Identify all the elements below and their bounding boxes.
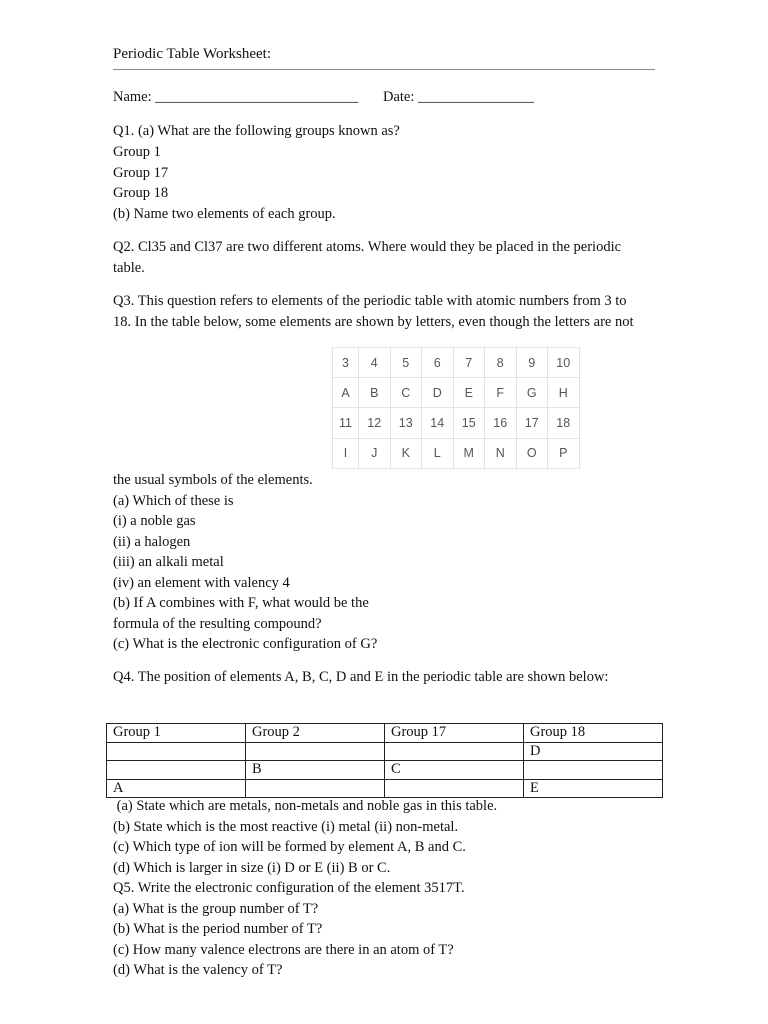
q5-line: (d) What is the valency of T? xyxy=(113,962,283,978)
table-cell: N xyxy=(485,438,517,468)
table-cell: D xyxy=(422,378,454,408)
table-cell: 11 xyxy=(333,408,359,438)
table-header-row xyxy=(107,724,663,743)
table-cell: O xyxy=(516,438,548,468)
table-cell: A xyxy=(107,779,246,798)
table-cell: I xyxy=(333,438,359,468)
table-cell: K xyxy=(390,438,422,468)
table-cell: G xyxy=(516,378,548,408)
table-row xyxy=(107,761,663,780)
date-field-label: Date: ________________ xyxy=(383,89,535,105)
table-cell xyxy=(524,761,663,780)
table-cell: E xyxy=(524,779,663,798)
table-cell: P xyxy=(548,438,580,468)
q3-line: the usual symbols of the elements. xyxy=(113,472,313,488)
table-cell: J xyxy=(359,438,391,468)
table-cell: 12 xyxy=(359,408,391,438)
table-cell: B xyxy=(359,378,391,408)
table-cell xyxy=(385,742,524,761)
table-row xyxy=(333,348,580,378)
table-header-cell: Group 2 xyxy=(246,724,385,743)
q4-line: (c) Which type of ion will be formed by element A, B and C. xyxy=(113,839,466,855)
q3-line: (c) What is the electronic configuration of G? xyxy=(113,636,378,652)
table-row xyxy=(333,378,580,408)
table-row xyxy=(107,742,663,761)
table-cell: 15 xyxy=(453,408,485,438)
q4-line: Q4. The position of elements A, B, C, D and E in the periodic table are shown below: xyxy=(113,669,609,685)
table-cell: C xyxy=(385,761,524,780)
table-row xyxy=(333,438,580,468)
q4-line: (d) Which is larger in size (i) D or E (ii) B or C. xyxy=(113,860,391,876)
table-header-cell: Group 18 xyxy=(524,724,663,743)
table-cell: 3 xyxy=(333,348,359,378)
table-cell xyxy=(107,742,246,761)
table-cell: B xyxy=(246,761,385,780)
table-cell: M xyxy=(453,438,485,468)
q3-line: (ii) a halogen xyxy=(113,534,191,550)
table-cell: 4 xyxy=(359,348,391,378)
q5-line: (b) What is the period number of T? xyxy=(113,921,323,937)
q3-line: (iv) an element with valency 4 xyxy=(113,575,290,591)
q3-line: Q3. This question refers to elements of the periodic table with atomic numbers from 3 to xyxy=(113,293,627,309)
table-header-cell: Group 17 xyxy=(385,724,524,743)
title-underline xyxy=(113,69,655,70)
table-cell xyxy=(246,742,385,761)
q4-line: (b) State which is the most reactive (i) metal (ii) non-metal. xyxy=(113,819,459,835)
table-cell: 8 xyxy=(485,348,517,378)
q2-line: Q2. Cl35 and Cl37 are two different atoms. Where would they be placed in the periodic xyxy=(113,239,622,255)
table-cell: 17 xyxy=(516,408,548,438)
table-cell: F xyxy=(485,378,517,408)
q5-line: (c) How many valence electrons are there in an atom of T? xyxy=(113,942,454,958)
table-cell: 14 xyxy=(422,408,454,438)
q1-line: Q1. (a) What are the following groups known as? xyxy=(113,123,400,139)
table-cell: 5 xyxy=(390,348,422,378)
table-cell: E xyxy=(453,378,485,408)
q3-line: (i) a noble gas xyxy=(113,513,196,529)
q3-line: (a) Which of these is xyxy=(113,493,234,509)
table-row xyxy=(107,779,663,798)
q3-line: (iii) an alkali metal xyxy=(113,554,224,570)
table-cell xyxy=(107,761,246,780)
table-cell xyxy=(385,779,524,798)
q2-line: table. xyxy=(113,260,145,276)
q4-line: (a) State which are metals, non-metals and noble gas in this table. xyxy=(113,798,498,814)
q1-line: Group 18 xyxy=(113,185,169,201)
table-cell: 9 xyxy=(516,348,548,378)
worksheet-title: Periodic Table Worksheet: xyxy=(113,46,271,62)
table-cell: L xyxy=(422,438,454,468)
table-cell: C xyxy=(390,378,422,408)
table-row xyxy=(333,408,580,438)
q3-element-table xyxy=(332,347,580,469)
q1-line: (b) Name two elements of each group. xyxy=(113,206,336,222)
table-cell: 18 xyxy=(548,408,580,438)
table-cell: D xyxy=(524,742,663,761)
table-cell: 10 xyxy=(548,348,580,378)
table-cell: 6 xyxy=(422,348,454,378)
q3-line: 18. In the table below, some elements are shown by letters, even though the letters are not xyxy=(113,314,634,330)
q3-line: formula of the resulting compound? xyxy=(113,616,322,632)
table-cell: 13 xyxy=(390,408,422,438)
q5-line: Q5. Write the electronic configuration of the element 3517T. xyxy=(113,880,465,896)
q1-line: Group 1 xyxy=(113,144,161,160)
table-cell: 7 xyxy=(453,348,485,378)
table-cell xyxy=(246,779,385,798)
q3-line: (b) If A combines with F, what would be the xyxy=(113,595,369,611)
q1-line: Group 17 xyxy=(113,165,169,181)
table-cell: A xyxy=(333,378,359,408)
table-cell: H xyxy=(548,378,580,408)
q4-group-table xyxy=(106,723,663,798)
name-field-label: Name: ____________________________ xyxy=(113,89,359,105)
table-header-cell: Group 1 xyxy=(107,724,246,743)
q5-line: (a) What is the group number of T? xyxy=(113,901,319,917)
table-cell: 16 xyxy=(485,408,517,438)
